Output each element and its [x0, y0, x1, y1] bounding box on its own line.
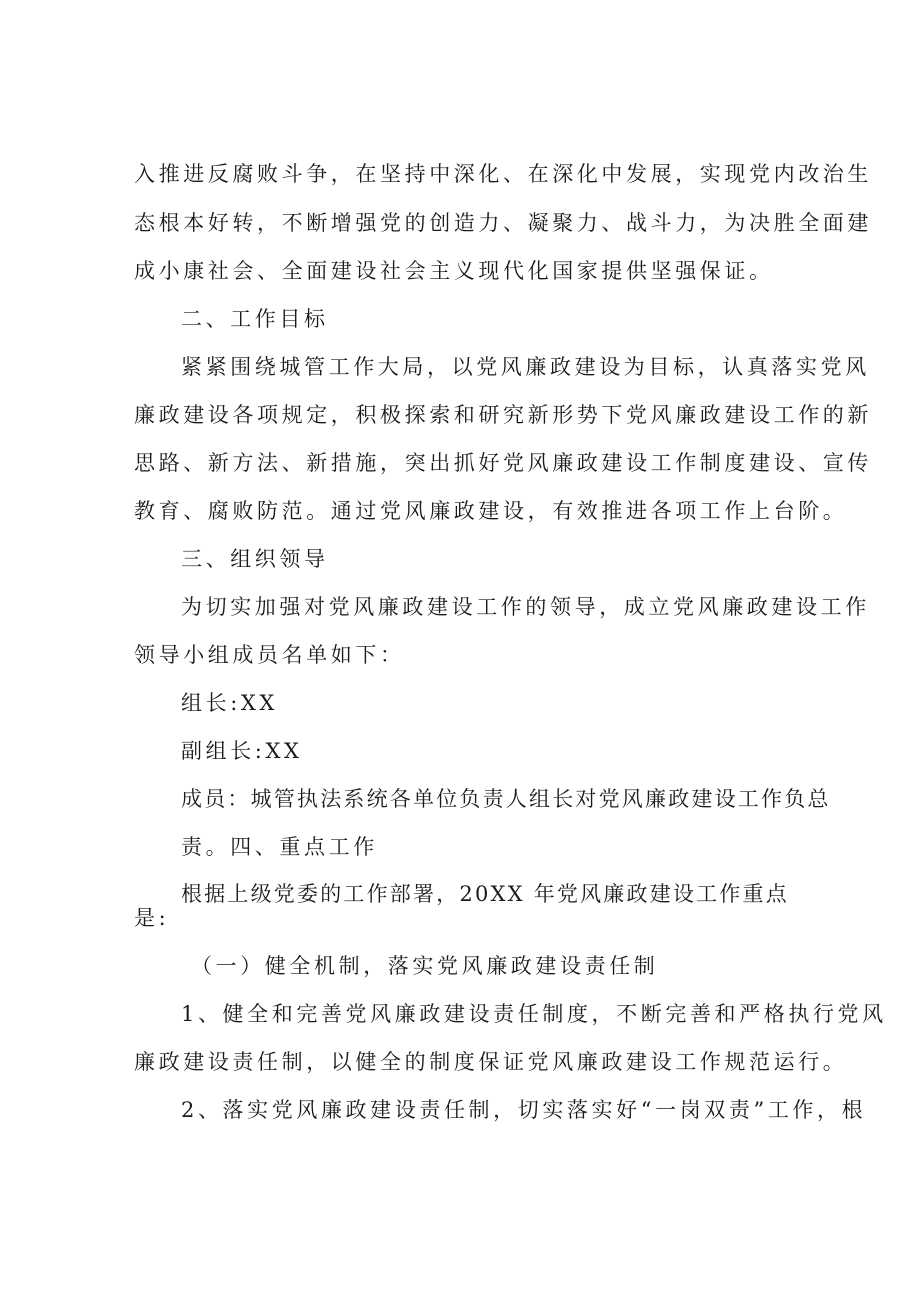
subsection-heading: （一）健全机制，落实党风廉政建设责任制: [191, 954, 659, 978]
body-text-line: 思路、新方法、新措施，突出抓好党风廉政建设工作制度建设、宣传: [134, 451, 872, 475]
section-heading: 三、组织领导: [181, 547, 329, 571]
body-text-line: 是:: [134, 906, 170, 930]
body-text-line: 成小康社会、全面建设社会主义现代化国家提供坚强保证。: [134, 259, 774, 283]
leader-line: 组长:XX: [181, 691, 278, 715]
numbered-item: 1、健全和完善党风廉政建设责任制度，不断完善和严格执行党风: [181, 1002, 887, 1026]
body-text-line: 为切实加强对党风廉政建设工作的领导，成立党风廉政建设工作: [181, 595, 870, 619]
body-text-line: 廉政建设各项规定，积极探索和研究新形势下党风廉政建设工作的新: [134, 403, 872, 427]
body-text-line: 紧紧围绕城管工作大局，以党风廉政建设为目标，认真落实党风: [181, 355, 870, 379]
body-text-line: 教育、腐败防范。通过党风廉政建设，有效推进各项工作上台阶。: [134, 499, 848, 523]
members-line: 成员：城管执法系统各单位负责人组长对党风廉政建设工作负总: [181, 787, 831, 811]
deputy-leader-line: 副组长:XX: [181, 739, 303, 763]
body-text-line: 领导小组成员名单如下：: [134, 643, 405, 667]
body-text-line: 廉政建设责任制，以健全的制度保证党风廉政建设工作规范运行。: [134, 1050, 848, 1074]
body-text-line: 根据上级党委的工作部署，20XX 年党风廉政建设工作重点: [181, 882, 789, 906]
body-text-line: 责。四、重点工作: [181, 835, 378, 859]
section-heading: 二、工作目标: [181, 307, 329, 331]
body-text-line: 入推进反腐败斗争，在坚持中深化、在深化中发展，实现党内改治生: [134, 162, 872, 186]
body-text-line: 态根本好转，不断增强党的创造力、凝聚力、战斗力，为决胜全面建: [134, 211, 872, 235]
numbered-item: 2、落实党风廉政建设责任制，切实落实好“一岗双责”工作，根: [181, 1098, 867, 1122]
